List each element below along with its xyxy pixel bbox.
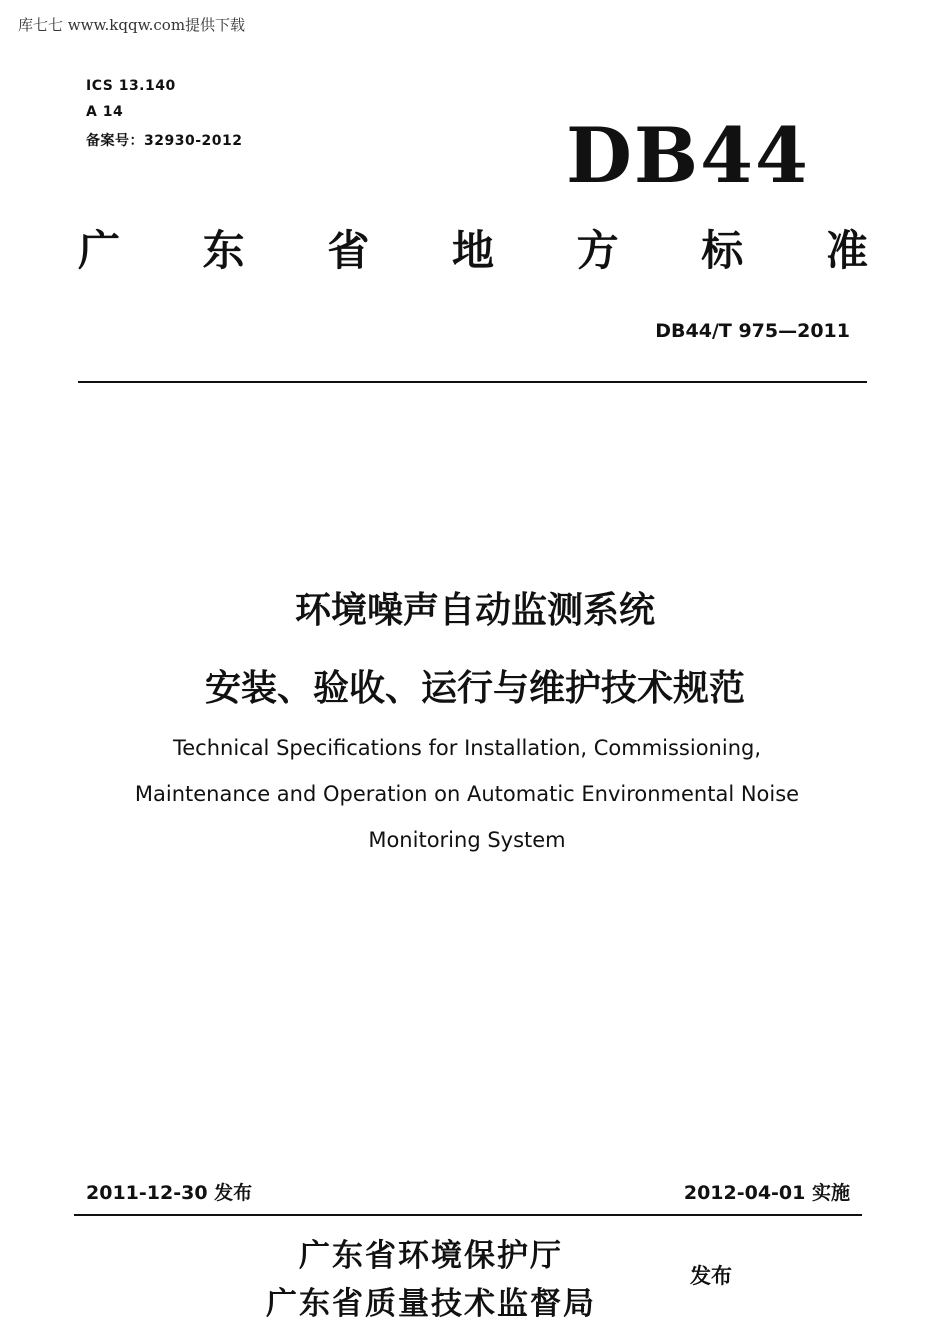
- english-title-line-3: Monitoring System: [368, 828, 566, 852]
- record-number: 备案号：32930-2012: [86, 133, 243, 149]
- standard-type-char: 东: [202, 226, 245, 275]
- bottom-divider: [74, 1214, 862, 1216]
- standard-type-char: 准: [825, 226, 868, 275]
- chinese-title-line-1: 环境噪声自动监测系统: [294, 590, 655, 631]
- chinese-title-line-2: 安装、验收、运行与维护技术规范: [204, 668, 745, 709]
- standard-type-char: 省: [327, 226, 370, 275]
- ics-code: ICS 13.140: [86, 78, 176, 94]
- db44-logo: DB44: [566, 111, 810, 200]
- standard-type-char: 地: [451, 226, 494, 275]
- category-code: A 14: [86, 104, 124, 120]
- effective-date: 2012-04-01 实施: [683, 1182, 850, 1204]
- issue-label: 发布: [690, 1264, 732, 1288]
- english-title-line-1: Technical Specifications for Installation, Commissioning,: [172, 736, 762, 760]
- standard-type-char: 方: [576, 226, 619, 275]
- english-title-line-2: Maintenance and Operation on Automatic Environmental Noise: [134, 782, 800, 806]
- standard-type-char: 标: [701, 226, 744, 275]
- watermark-text: 库七七 www.kqqw.com提供下载: [18, 16, 246, 34]
- standard-type-heading: [78, 226, 868, 276]
- issue-date: 2011-12-30 发布: [86, 1182, 253, 1204]
- issuer-environment-dept: 广东省环境保护厅: [299, 1238, 563, 1274]
- issuer-quality-bureau: 广东省质量技术监督局: [266, 1286, 596, 1322]
- standard-type-char: 广: [78, 226, 121, 275]
- standard-number: DB44/T 975—2011: [655, 320, 850, 342]
- top-divider: [78, 381, 867, 383]
